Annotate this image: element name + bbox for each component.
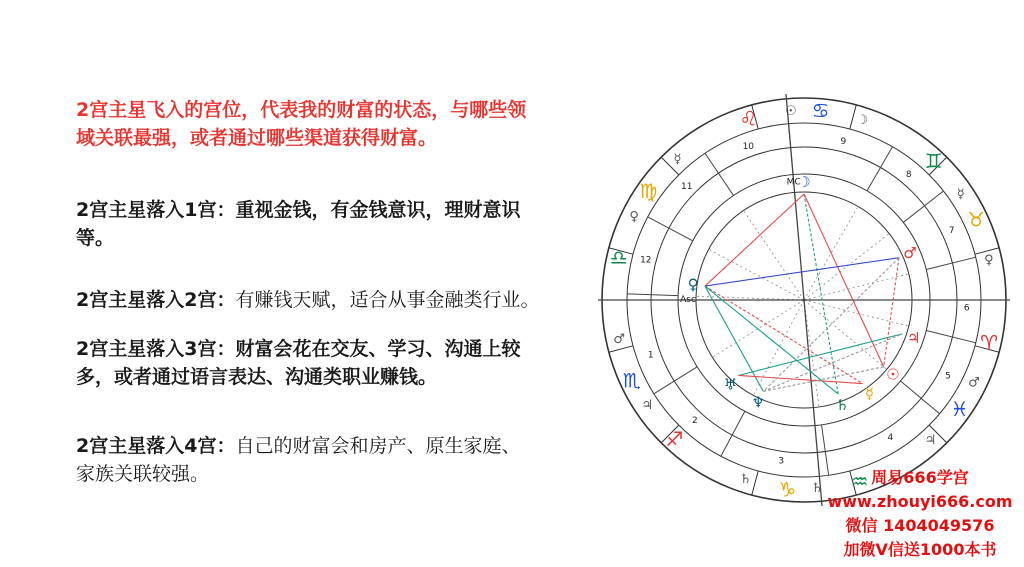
house-cusp-lines [598, 94, 1010, 506]
house-number: 8 [905, 170, 912, 181]
rule-line [76, 196, 520, 224]
planet-icon: ♀ [687, 275, 699, 294]
house-cusp [867, 147, 893, 191]
zodiac-sign-icon: ♉ [967, 207, 986, 232]
house-cusp [648, 217, 693, 241]
rule-house-2 [76, 286, 539, 314]
watermark [820, 466, 1020, 562]
house-cusp-inner [804, 274, 909, 300]
zodiac-sign-icon: ♓ [950, 397, 969, 421]
rule-body: 重视金钱，有金钱意识，理财意识 [235, 199, 521, 221]
zodiac-sign-icon: ♍ [639, 179, 658, 203]
ruler-planet-icon: ♄ [739, 472, 752, 488]
house-number: 10 [742, 141, 755, 152]
rule-line [76, 335, 520, 363]
aspect-line [705, 286, 863, 383]
watermark-line: www.zhouyi666.com [827, 492, 1013, 511]
house-number: 5 [945, 371, 951, 382]
house-number: 12 [640, 255, 652, 266]
rule-lead: 2宫主星落入1宫： [76, 199, 236, 221]
house-number: 9 [840, 136, 847, 147]
house-number: 3 [778, 456, 785, 467]
planet-icon: ♂ [903, 243, 917, 262]
ruler-planet-icon: ♃ [641, 398, 654, 414]
rule-body: 自己的财富会和房产、原生家庭、 [235, 435, 521, 457]
ruler-planet-icon: ☽ [856, 112, 869, 128]
house-cusp [705, 153, 734, 195]
rule-house-4 [76, 432, 520, 488]
rule-line: 家族关联较强。 [76, 463, 210, 485]
ruler-planet-icon: ♀ [984, 253, 994, 269]
watermark-line: 微信 1404049576 [845, 516, 995, 535]
zodiac-sign-icon: ♈ [980, 330, 999, 355]
zodiac-sign-icon: ♌ [739, 106, 758, 131]
zodiac-sign-icon: ♑ [778, 477, 797, 502]
rule-line [76, 432, 520, 460]
ruler-planet-icon: ♃ [924, 433, 937, 448]
ruler-planet-icon: ☉ [784, 104, 797, 119]
intro-paragraph [76, 96, 526, 152]
aspect-line [884, 258, 899, 367]
zodiac-sign-icon: ♐ [665, 427, 684, 451]
rule-house-3 [76, 335, 520, 391]
rule-body: 财富会花在交友、学习、沟通上较 [235, 338, 521, 360]
zodiac-sign-icon: ♏ [622, 368, 641, 393]
planet-icon: ♅ [723, 375, 738, 394]
house-cusp [901, 381, 940, 414]
aspect-line [804, 194, 884, 367]
ruler-planet-icon: ♂ [613, 331, 625, 347]
house-cusp-inner [744, 210, 804, 300]
ruler-planet-icon: ☿ [673, 152, 682, 167]
rule-lead: 2宫主星落入4宫： [76, 435, 236, 457]
mc-label: MC [786, 177, 801, 188]
rule-line: 多，或者通过语言表达、沟通类职业赚钱。 [76, 366, 438, 388]
rule-line [76, 286, 539, 314]
rule-line: 等。 [76, 227, 115, 249]
watermark-line: 加微V信送1000本书 [843, 540, 997, 559]
planet-icon: ♃ [906, 328, 921, 347]
rule-house-1 [76, 196, 520, 252]
planet-icon: ♄ [835, 396, 850, 415]
planet-icon: ☽ [797, 173, 811, 191]
rule-lead: 2宫主星落入2宫： [76, 289, 236, 311]
asc-label: Asc [680, 295, 696, 305]
zodiac-divider [850, 105, 856, 129]
planet-icon: ☿ [864, 384, 875, 403]
ruler-planet-icon: ☿ [956, 186, 965, 202]
house-cusp [721, 411, 745, 456]
house-cusp [627, 294, 678, 296]
zodiac-sign-icon: ♋ [811, 98, 830, 123]
house-number: 11 [680, 181, 693, 192]
zodiac-sign-icon: ♊ [924, 149, 943, 173]
intro-line: 域关联最强，或者通过哪些渠道获得财富。 [76, 127, 438, 149]
house-number: 7 [948, 226, 955, 237]
zodiac-divider [752, 471, 758, 495]
zodiac-sign-icon: ♒ [850, 469, 869, 494]
house-number: 4 [887, 433, 894, 444]
ruler-planet-icon: ♄ [811, 481, 824, 496]
house-cusp-inner [804, 234, 889, 300]
aspect-line [763, 258, 899, 392]
house-number: 1 [647, 350, 654, 361]
house-number: 6 [963, 303, 970, 314]
house-number: 2 [692, 416, 698, 427]
ruler-planet-icon: ♀ [629, 209, 639, 225]
house-cusp [903, 191, 943, 222]
house-cusp-inner [709, 249, 804, 300]
natal-chart-wheel [598, 94, 1010, 506]
house-cusp [654, 367, 697, 394]
watermark-line: 周易666学宫 [871, 468, 969, 487]
rule-lead: 2宫主星落入3宫： [76, 338, 236, 360]
intro-line: 2宫主星飞入的宫位，代表我的财富的状态，与哪些领 [76, 99, 527, 121]
zodiac-sign-icon: ♎ [609, 245, 628, 270]
planet-icon: ☉ [886, 365, 900, 384]
planet-icon: ♆ [751, 393, 766, 412]
ruler-planet-icon: ♂ [968, 375, 980, 391]
aspect-line [705, 194, 804, 286]
house-cusp-inner [753, 300, 804, 395]
rule-body: 有赚钱天赋，适合从事金融类行业。 [235, 289, 540, 311]
